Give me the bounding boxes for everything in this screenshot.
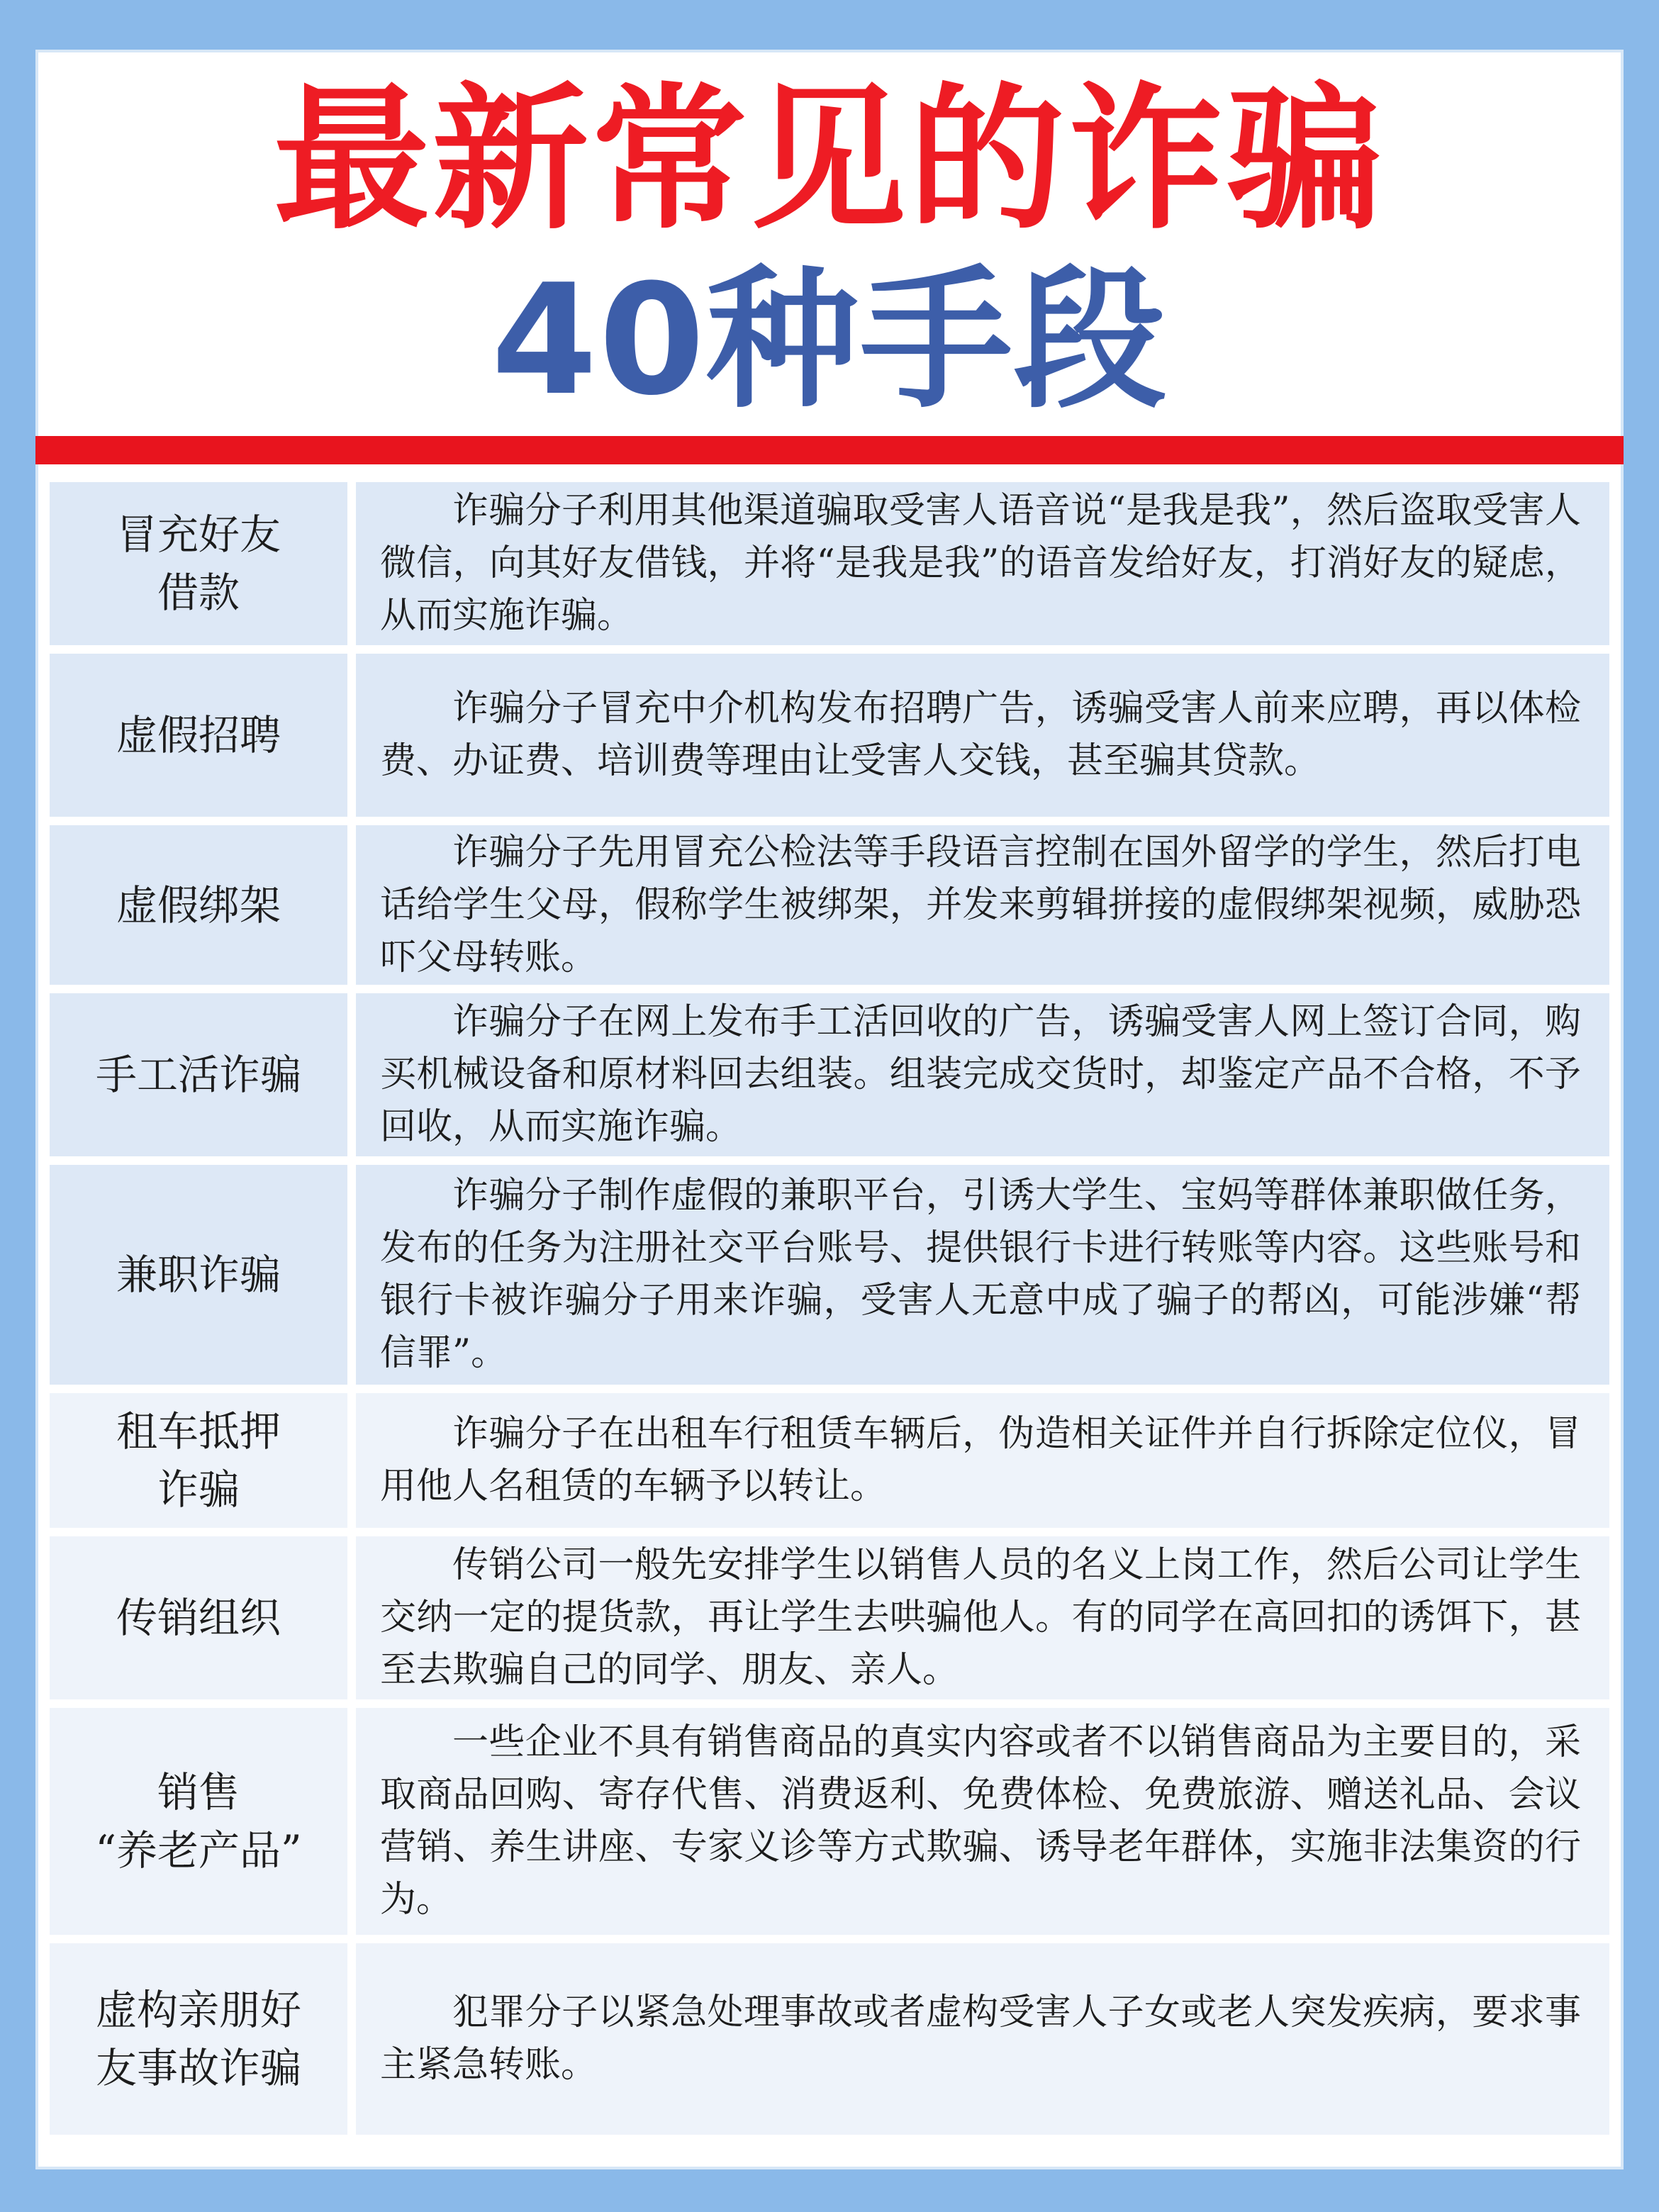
row-label: 销售 “养老产品” [50,1708,347,1935]
row-label: 租车抵押 诈骗 [50,1393,347,1528]
row-description: 诈骗分子在出租车行租赁车辆后，伪造相关证件并自行拆除定位仪，冒用他人名租赁的车辆予以转让。 [356,1393,1609,1528]
row-label: 兼职诈骗 [50,1165,347,1385]
row-description: 诈骗分子先用冒充公检法等手段语言控制在国外留学的学生，然后打电话给学生父母，假称学生被绑架，并发来剪辑拼接的虚假绑架视频，威胁恐吓父母转账。 [356,825,1609,985]
poster-card [35,50,1624,2169]
row-label: 传销组织 [50,1536,347,1699]
red-divider [35,436,1624,464]
row-label: 冒充好友 借款 [50,482,347,645]
table-row [50,654,1609,817]
table-row [50,1536,1609,1699]
page-title: 最新常见的诈骗 [273,69,1385,250]
table-row [50,482,1609,645]
row-label: 手工活诈骗 [50,993,347,1156]
table-row [50,1943,1609,2135]
row-description: 诈骗分子制作虚假的兼职平台，引诱大学生、宝妈等群体兼职做任务，发布的任务为注册社交平台账号、提供银行卡进行转账等内容。这些账号和银行卡被诈骗分子用来诈骗，受害人无意中成了骗子的帮凶，可能涉嫌“帮信罪”。 [356,1165,1609,1385]
table-row [50,993,1609,1156]
row-label: 虚构亲朋好 友事故诈骗 [50,1943,347,2135]
table-row [50,1708,1609,1935]
row-description: 诈骗分子在网上发布手工活回收的广告，诱骗受害人网上签订合同，购买机械设备和原材料回去组装。组装完成交货时，却鉴定产品不合格，不予回收，从而实施诈骗。 [356,993,1609,1156]
page-subtitle: 40种手段 [491,251,1168,429]
row-label: 虚假绑架 [50,825,347,985]
fraud-table [50,482,1609,2159]
title-block [35,50,1624,436]
table-row [50,1393,1609,1528]
row-description: 传销公司一般先安排学生以销售人员的名义上岗工作，然后公司让学生交纳一定的提货款，再让学生去哄骗他人。有的同学在高回扣的诱饵下，甚至去欺骗自己的同学、朋友、亲人。 [356,1536,1609,1699]
row-description: 犯罪分子以紧急处理事故或者虚构受害人子女或老人突发疾病，要求事主紧急转账。 [356,1943,1609,2135]
row-description: 诈骗分子利用其他渠道骗取受害人语音说“是我是我”，然后盗取受害人微信，向其好友借钱，并将“是我是我”的语音发给好友，打消好友的疑虑，从而实施诈骗。 [356,482,1609,645]
row-label: 虚假招聘 [50,654,347,817]
table-row [50,1165,1609,1385]
table-row [50,825,1609,985]
row-description: 诈骗分子冒充中介机构发布招聘广告，诱骗受害人前来应聘，再以体检费、办证费、培训费等理由让受害人交钱，甚至骗其贷款。 [356,654,1609,817]
row-description: 一些企业不具有销售商品的真实内容或者不以销售商品为主要目的，采取商品回购、寄存代售、消费返利、免费体检、免费旅游、赠送礼品、会议营销、养生讲座、专家义诊等方式欺骗、诱导老年群体，实施非法集资的行为。 [356,1708,1609,1935]
